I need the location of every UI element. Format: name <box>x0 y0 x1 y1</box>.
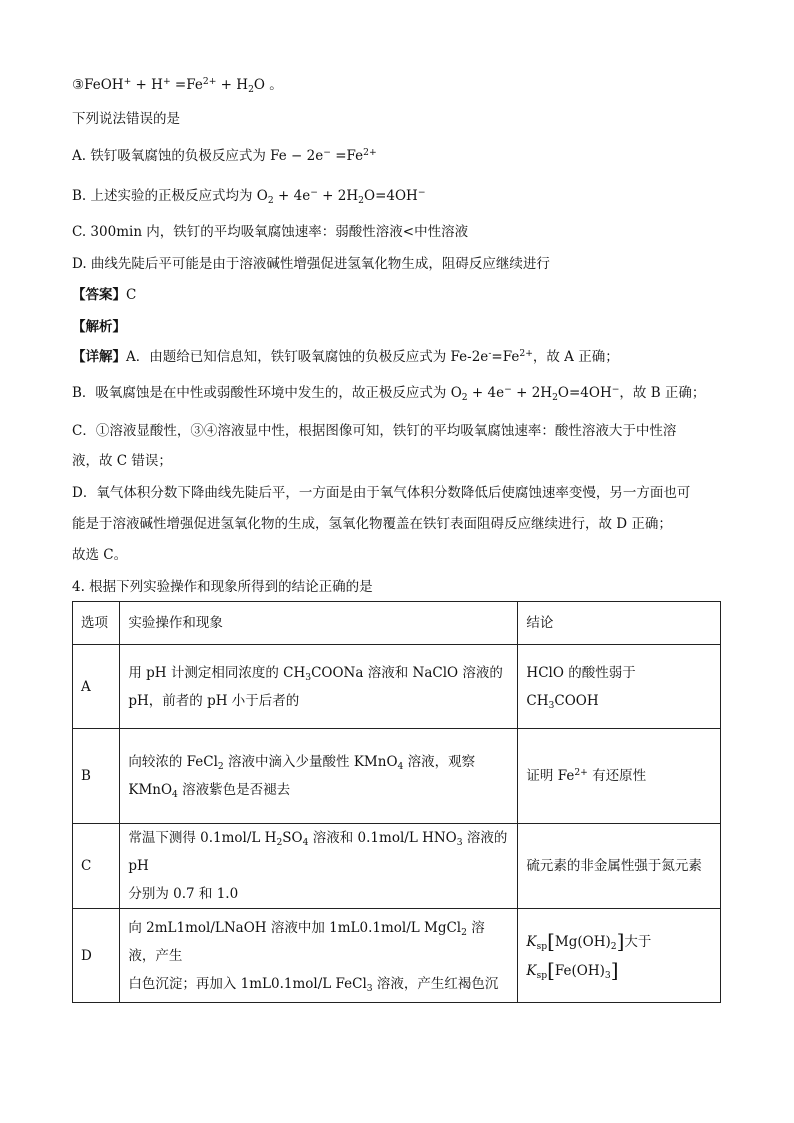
header-operation: 实验操作和现象 <box>120 602 518 645</box>
detail-a: 【详解】A．由题给已知信息知，铁钉吸氧腐蚀的负极反应式为 $Fe-2e^-=Fe^{2+}$，故 A 正确； <box>72 347 619 365</box>
detail-d-line1: D．氧气体积分数下降曲线先陡后平，一方面是由于氧气体积分数降低后使腐蚀速率变慢，另一方面也可 <box>72 485 691 501</box>
table-row-a <box>73 645 721 729</box>
detail-c-line2: 液，故 C 错误； <box>72 453 172 469</box>
detail-b: B．吸氧腐蚀是在中性或弱酸性环境中发生的，故正极反应式为 $O_2 + 4e^- + 2H_2O=4OH^-$，故 B 正确； <box>72 383 706 404</box>
experiment-table <box>72 601 721 1003</box>
header-conclusion: 结论 <box>518 602 721 645</box>
row-b-option: B <box>73 729 120 824</box>
row-d-operation: 向 2mL1mol/LNaOH 溶液中加 1mL0.1mol/L MgCl$_2$ 溶液，产生 白色沉淀；再加入 1mL0.1mol/L FeCl$_3$ 溶液，产生红褐色沉 <box>120 909 518 1003</box>
row-c-operation: 常温下测得 0.1mol/L $H_2SO_4$ 溶液和 0.1mol/L $HNO_3$ 溶液的 pH 分别为 0.7 和 1.0 <box>120 824 518 909</box>
row-a-conclusion: HClO 的酸性弱于 $CH_3COOH$ <box>518 645 721 729</box>
analysis-label: 【解析】 <box>72 319 126 335</box>
answer: 【答案】C <box>72 287 137 303</box>
table-header-row <box>73 602 721 645</box>
row-b-operation: 向较浓的 FeCl$_2$ 溶液中滴入少量酸性 KMnO$_4$ 溶液，观察 KMnO$_4$ 溶液紫色是否褪去 <box>120 729 518 824</box>
option-a: A. 铁钉吸氧腐蚀的负极反应式为 $Fe - 2e^- =Fe^{2+}$ <box>72 146 377 164</box>
header-option: 选项 <box>73 602 120 645</box>
question-prompt: 下列说法错误的是 <box>72 111 180 127</box>
row-d-option: D <box>73 909 120 1003</box>
row-b-conclusion: 证明 $Fe^{2+}$ 有还原性 <box>518 729 721 824</box>
option-d: D. 曲线先陡后平可能是由于溶液碱性增强促进氢氧化物生成，阻碍反应继续进行 <box>72 256 550 272</box>
detail-c-line1: C．①溶液显酸性，③④溶液显中性，根据图像可知，铁钉的平均吸氧腐蚀速率：酸性溶液大于中性溶 <box>72 423 677 439</box>
table-row-b <box>73 729 721 824</box>
row-d-conclusion: $K_{sp}[Mg(OH)_2]$大于 $K_{sp}[Fe(OH)_3]$ <box>518 909 721 1003</box>
conclusion: 故选 C。 <box>72 547 128 563</box>
detail-d-line2: 能是于溶液碱性增强促进氢氧化物的生成，氢氧化物覆盖在铁钉表面阻碍反应继续进行，故 D 正确； <box>72 516 672 532</box>
detail-label: 【详解】 <box>72 349 126 365</box>
row-c-option: C <box>73 824 120 909</box>
row-a-operation: 用 pH 计测定相同浓度的 $CH_3COONa$ 溶液和 NaClO 溶液的 pH，前者的 pH 小于后者的 <box>120 645 518 729</box>
question-4-title: 4. 根据下列实验操作和现象所得到的结论正确的是 <box>72 579 373 595</box>
row-a-option: A <box>73 645 120 729</box>
equation-3: ③FeOH+ + $H^+ =Fe^{2+} + H_2O$ 。 <box>72 75 283 96</box>
answer-label: 【答案】 <box>72 287 126 303</box>
row-c-conclusion: 硫元素的非金属性强于氮元素 <box>518 824 721 909</box>
table-row-c <box>73 824 721 909</box>
table-row-d <box>73 909 721 1003</box>
option-c: C. 300min 内，铁钉的平均吸氧腐蚀速率：弱酸性溶液<中性溶液 <box>72 224 469 240</box>
option-b: B. 上述实验的正极反应式均为 $O_2 + 4e^- + 2H_2O=4OH^-$ <box>72 186 426 207</box>
